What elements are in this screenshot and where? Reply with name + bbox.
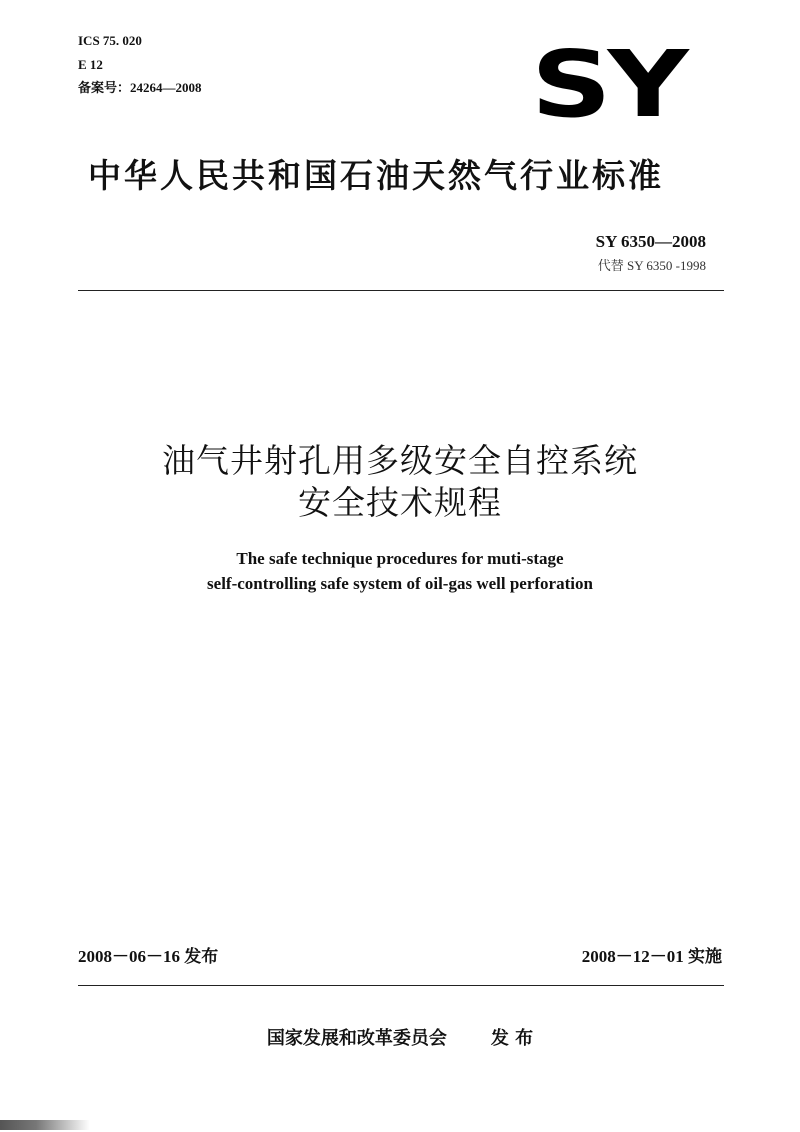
publisher-action: 发 布 <box>490 1028 534 1049</box>
bottom-divider <box>78 985 724 986</box>
ccs-code: E 12 <box>78 57 103 72</box>
chinese-title-line-2: 安全技术规程 <box>298 483 502 522</box>
publisher-line <box>0 1027 800 1051</box>
publisher-name: 国家发展和改革委员会 <box>266 1028 447 1049</box>
ics-code: ICS 75. 020 <box>78 33 142 48</box>
replaces-standard: 代替 SY 6350 -1998 <box>597 258 706 273</box>
implementation-date: 2008－12－01 实施 <box>581 947 722 966</box>
filing-number: 备案号：24264—2008 <box>78 80 202 95</box>
english-title-line-1: The safe technique procedures for muti-stage <box>236 549 564 568</box>
top-divider <box>78 290 724 291</box>
sy-logo: SY <box>531 31 685 139</box>
issue-date: 2008－06－16 发布 <box>78 947 219 966</box>
scan-artifact <box>0 1120 90 1130</box>
issuer-title: 中华人民共和国石油天然气行业标准 <box>88 156 664 195</box>
english-title-line-2: self-controlling safe system of oil-gas well perforation <box>207 574 593 593</box>
chinese-title-line-1: 油气井射孔用多级安全自控系统 <box>162 441 638 480</box>
standard-number: SY 6350—2008 <box>595 232 706 251</box>
